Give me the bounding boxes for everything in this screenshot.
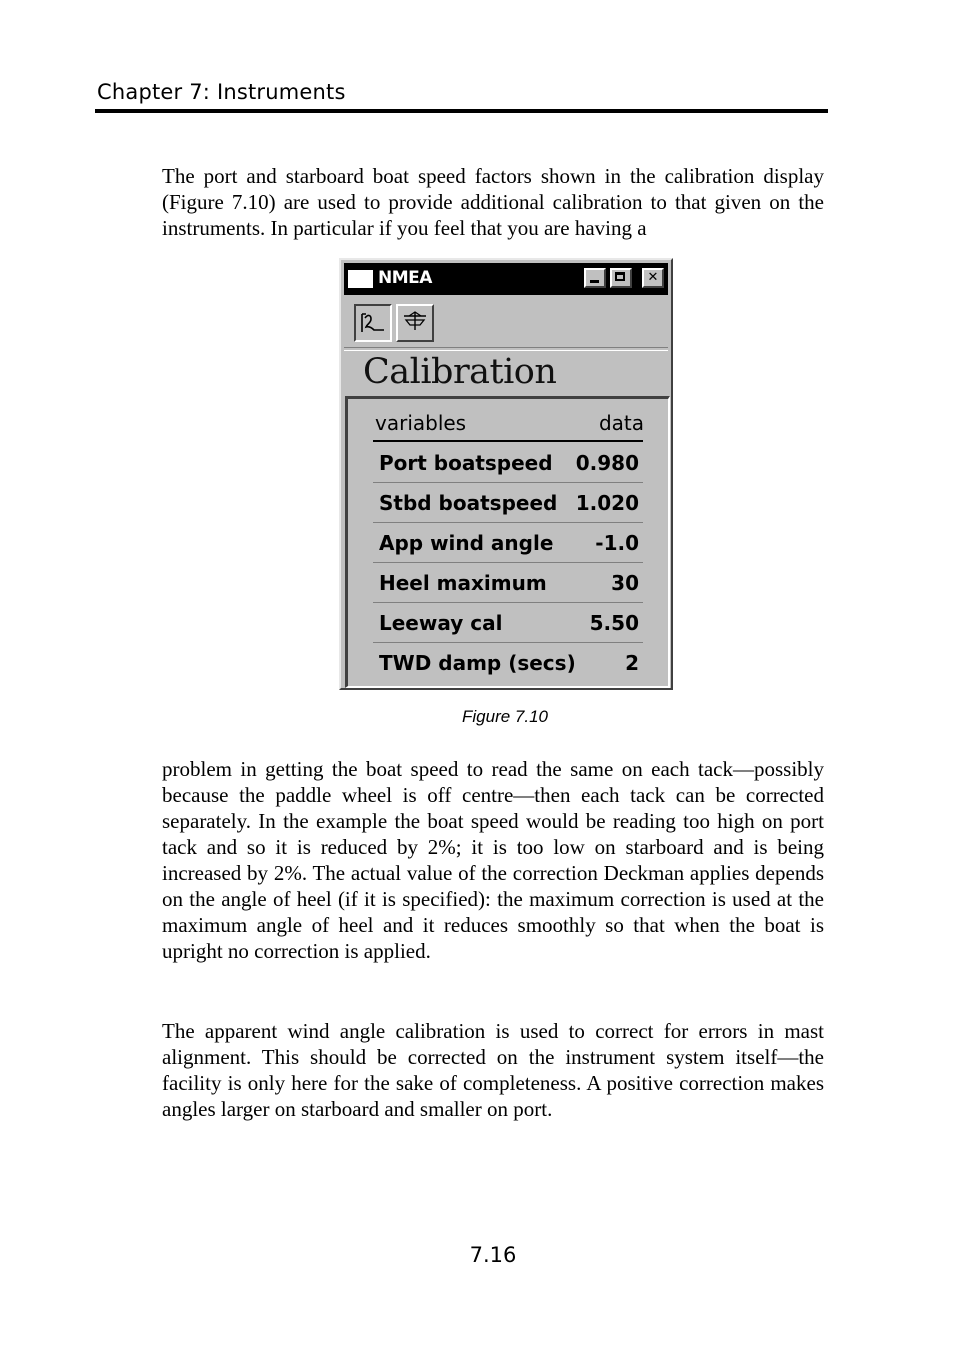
maximize-button[interactable]: [610, 268, 632, 288]
figure-caption: Figure 7.10: [462, 707, 548, 726]
column-header-data: data: [598, 411, 644, 435]
row-value[interactable]: -1.0: [595, 531, 639, 555]
row-value[interactable]: 1.020: [575, 491, 639, 515]
close-icon: ✕: [647, 270, 659, 285]
calibration-curve-icon: [356, 306, 390, 340]
row-label: TWD damp (secs): [379, 651, 576, 675]
paragraph-wind-angle: The apparent wind angle calibration is used to correct for errors in mast alignment. This should be corrected on the instrument system itself—the facility is only here for the sake of completeness. A positive correction makes angles larger on starboard and smaller on port.: [162, 1019, 824, 1121]
title-bar[interactable]: [344, 263, 668, 295]
row-value[interactable]: 0.980: [575, 451, 639, 475]
close-button[interactable]: [642, 268, 664, 288]
boat-heel-icon: [398, 306, 432, 340]
row-label: Heel maximum: [379, 571, 547, 595]
nmea-window: [339, 258, 673, 690]
window-title: NMEA: [378, 268, 432, 288]
row-label: Stbd boatspeed: [379, 491, 558, 515]
table-row[interactable]: [373, 523, 643, 563]
system-menu-icon[interactable]: [348, 270, 373, 288]
heel-tool-button[interactable]: [396, 304, 434, 342]
toolbar-separator: [344, 347, 668, 351]
calibration-tool-button[interactable]: [354, 304, 392, 342]
paragraph-correction: problem in getting the boat speed to read the same on each tack—possibly because the paddle wheel is off centre—then each tack can be corrected separately. In the example the boat speed would be reading too high on port tack and so it is reduced by 2%; it is too low on starboard and is being increased by 2%. The actual value of the correction Deckman applies depends on the angle of heel (if it is specified): the maximum correction is used at the maximum angle of heel and it reduces smoothly so that when the boat is upright no correction is applied.: [162, 757, 824, 963]
row-value[interactable]: 2: [625, 651, 639, 675]
table-row[interactable]: [373, 563, 643, 603]
table-row[interactable]: [373, 443, 643, 483]
row-label: Leeway cal: [379, 611, 503, 635]
row-label: Port boatspeed: [379, 451, 553, 475]
chapter-header: Chapter 7: Instruments: [97, 80, 346, 104]
table-row[interactable]: [373, 483, 643, 523]
header-divider: [373, 440, 643, 442]
column-header-variables: variables: [375, 411, 467, 435]
table-row[interactable]: [373, 643, 643, 683]
minimize-icon: [590, 280, 599, 283]
table-row[interactable]: [373, 603, 643, 643]
header-rule: [95, 109, 828, 113]
paragraph-intro: The port and starboard boat speed factors shown in the calibration display (Figure 7.10) are used to provide additional calibration to that given on the instruments. In particular if you feel that you are having a: [162, 164, 824, 240]
maximize-icon: [615, 272, 625, 281]
panel-title: Calibration: [363, 352, 557, 392]
row-label: App wind angle: [379, 531, 554, 555]
minimize-button[interactable]: [584, 268, 606, 288]
row-value[interactable]: 5.50: [589, 611, 639, 635]
calibration-grid: [345, 396, 670, 688]
row-value[interactable]: 30: [611, 571, 639, 595]
page-number: 7.16: [469, 1243, 517, 1267]
